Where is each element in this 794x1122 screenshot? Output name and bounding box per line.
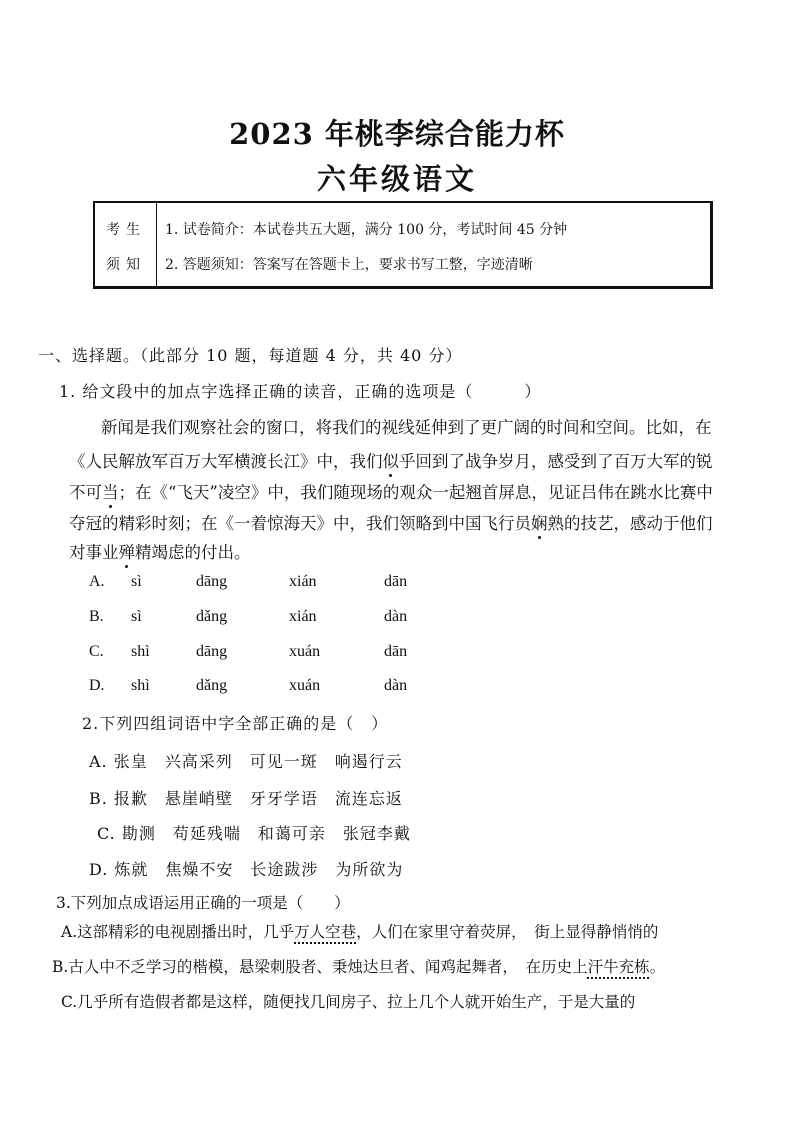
question-2-option-d[interactable]: D. 炼就 焦燥不安 长途跋涉 为所欲为 [89,860,404,879]
passage-line-4: 夺冠的精彩时刻；在《一着惊海天》中，我们领略到中国飞行员娴熟的技艺，感动于他们 [69,514,713,533]
question-1-stem: 1. 给文段中的加点字选择正确的读音，正确的选项是（ ） [59,382,542,401]
option-a-pinyin-2: dāng [196,573,228,590]
dotted-idiom: 汗牛充栋 [587,958,650,976]
passage-line-1: 新闻是我们观察社会的窗口，将我们的视线延伸到了更广阔的时间和空间。比如，在 [101,418,712,437]
option-c-pinyin-2: dāng [196,643,228,660]
option-a-pinyin-3: xián [289,573,317,590]
question-2-option-c[interactable]: C. 勘测 苟延残喘 和蔼可亲 张冠李戴 [97,824,411,843]
option-d-pinyin-3: xuán [289,677,321,694]
dotted-char: 殚 [118,543,135,562]
exam-title: 2023 年桃李综合能力杯 [229,117,565,151]
dotted-char: 娴 [531,514,548,533]
question-2-option-b[interactable]: B. 报歉 悬崖峭壁 牙牙学语 流连忘返 [89,789,403,808]
option-d-pinyin-4: dàn [384,677,408,694]
option-b-pinyin-2: dǎng [196,608,228,625]
question-3-option-c[interactable]: C.几乎所有造假者都是这样，随便找几间房子、拉上几个人就开始生产，于是大量的 [61,993,636,1011]
notice-label-bottom: 须知 [106,257,146,273]
option-d-pinyin-1: shì [131,677,150,694]
notice-item-2: 2. 答题须知：答案写在答题卡上，要求书写工整，字迹清晰 [165,257,533,273]
option-b-pinyin-4: dàn [384,608,408,625]
option-b-pinyin-1: sì [131,608,142,625]
question-3-option-a[interactable]: A.这部精彩的电视剧播出时，几乎万人空巷，人们在家里守着荧屏， 街上显得静悄悄的 [61,923,659,941]
question-2-option-a[interactable]: A. 张皇 兴高采列 可见一斑 响遏行云 [89,752,403,771]
option-c-pinyin-1: shì [131,643,150,660]
option-a-pinyin-1: sì [131,573,142,590]
option-d-letter[interactable]: D. [89,677,105,694]
option-c-pinyin-3: xuán [289,643,321,660]
option-a-pinyin-4: dān [384,573,408,590]
notice-label-column [95,203,157,286]
option-c-letter[interactable]: C. [89,643,104,660]
dotted-char: 当 [102,483,119,502]
candidate-notice-box [93,201,713,289]
question-3-option-b[interactable]: B.古人中不乏学习的楷模，悬梁刺股者、秉烛达旦者、闻鸡起舞者， 在历史上汗牛充栋。 [52,958,666,976]
question-3-stem: 3.下列加点成语运用正确的一项是（ ） [56,894,350,912]
dotted-char: 似 [382,452,399,471]
option-b-letter[interactable]: B. [89,608,104,625]
option-c-pinyin-4: dān [384,643,408,660]
passage-line-5: 对事业殚精竭虑的付出。 [69,543,251,562]
passage-line-2: 《人民解放军百万大军横渡长江》中，我们似乎回到了战争岁月，感受到了百万大军的锐 [69,452,713,471]
section-heading: 一、选择题。（此部分 10 题，每道题 4 分，共 40 分） [38,346,463,365]
exam-subtitle: 六年级语文 [316,162,477,196]
passage-line-3: 不可当；在《“飞天”凌空》中，我们随现场的观众一起翘首屏息，见证吕伟在跳水比赛中 [69,483,713,502]
dotted-idiom: 万人空巷 [294,923,357,941]
option-a-letter[interactable]: A. [89,573,105,590]
question-2-stem: 2.下列四组词语中字全部正确的是（ ） [82,714,389,733]
notice-label-top: 考生 [106,222,146,238]
option-d-pinyin-2: dǎng [196,677,228,694]
option-b-pinyin-3: xián [289,608,317,625]
notice-item-1: 1. 试卷简介：本试卷共五大题，满分 100 分，考试时间 45 分钟 [165,222,568,238]
